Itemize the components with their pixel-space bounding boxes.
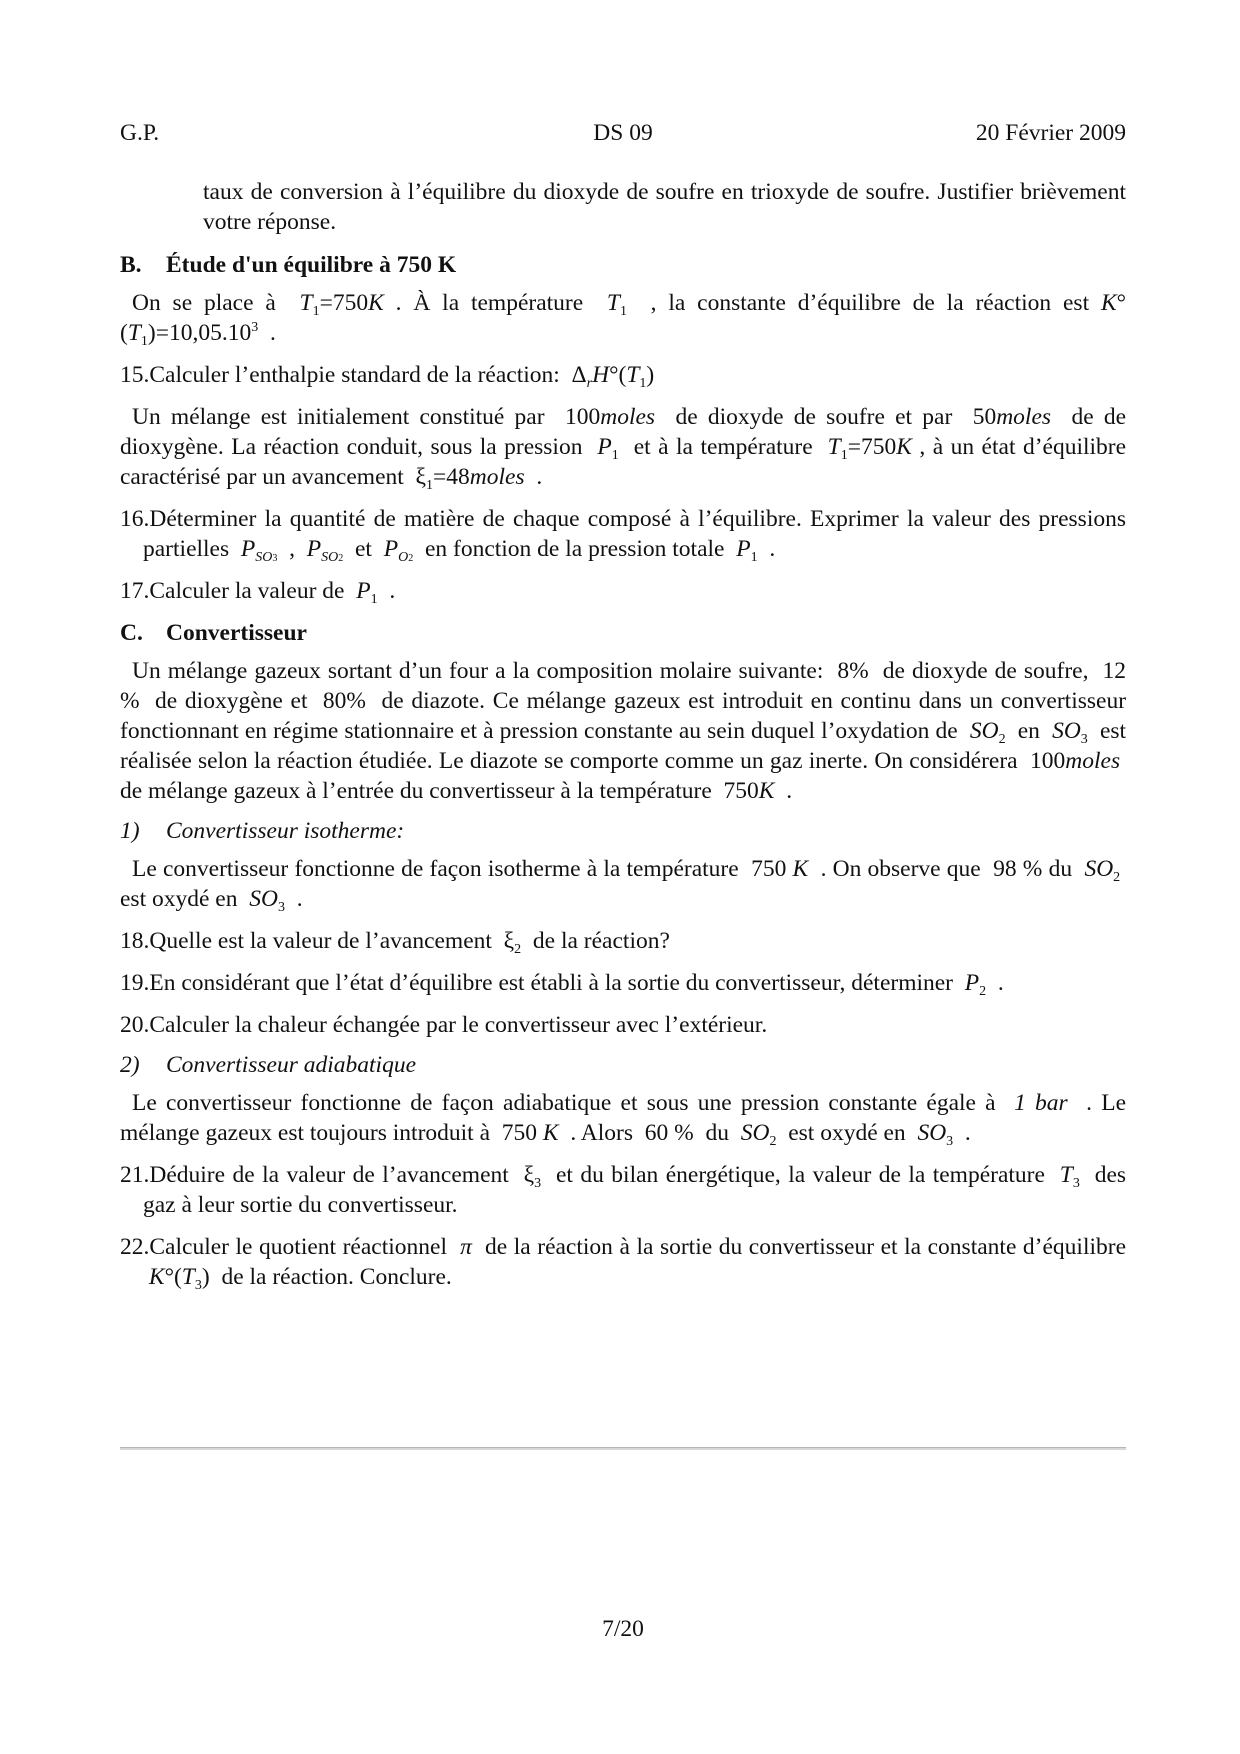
adiabatic-paragraph: Le convertisseur fonctionne de façon adiabatique et sous une pression constante égale à 1 bar . Le mélange gazeux est toujours introduit à 750 K . Alors 60 % du $SO_2$ est oxydé en $SO_3$ . xyxy=(120,1090,1127,1149)
page-header xyxy=(120,118,1126,148)
header-date: 20 Février 2009 xyxy=(975,120,1126,146)
question-15: 15.Calculer l’enthalpie standard de la réaction: $\Delta_rH^\circ(T_1)$ xyxy=(120,362,655,391)
question-21: 21.Déduire de la valeur de l’avancement $\xi_3$ et du bilan énergétique, la valeur de la température $T_3$ des gaz à leur sortie du convertisseur. xyxy=(120,1162,1127,1218)
header-title: DS 09 xyxy=(593,120,653,146)
question-continuation: taux de conversion à l’équilibre du dioxyde de soufre en trioxyde de soufre. Justifier brièvement votre réponse. xyxy=(203,179,1126,235)
section-c-paragraph: Un mélange gazeux sortant d’un four a la composition molaire suivante: 8% de dioxyde de soufre, 12 % de dioxygène et 80% de diazote. Ce mélange gazeux est introduit en continu dans un convertisseur fonctionnant en régime stationnaire et à pression constante au sein duquel l’oxydation de $SO_2$ en $SO_3$ est réalisée selon la réaction étudiée. Le diazote se comporte comme un gaz inerte. On considérera 100moles de mélange gazeux à l’entrée du convertisseur à la température 750K . xyxy=(120,658,1127,804)
header-author: G.P. xyxy=(120,120,160,146)
document-page xyxy=(120,0,1126,1754)
section-c-heading: C. Convertisseur xyxy=(120,620,307,646)
page-content xyxy=(120,177,1126,1292)
subsection-1-heading: 1) Convertisseur isotherme: xyxy=(120,818,405,844)
question-20: 20.Calculer la chaleur échangée par le convertisseur avec l’extérieur. xyxy=(120,1012,768,1038)
section-b-paragraph-2: Un mélange est initialement constitué par 100moles de dioxyde de soufre et par 50moles de de dioxygène. La réaction conduit, sous la pression $P_1$ et à la température $T_1=750K$ , à un état d’équilibre caractérisé par un avancement $\xi_1=48moles$ . xyxy=(120,404,1127,493)
question-18: 18.Quelle est la valeur de l’avancement $\xi_2$ de la réaction? xyxy=(120,928,670,957)
bottom-divider xyxy=(120,1447,1126,1450)
isotherm-paragraph: Le convertisseur fonctionne de façon isotherme à la température 750 K . On observe que 98 % du $SO_2$ est oxydé en $SO_3$ . xyxy=(120,856,1121,915)
question-19: 19.En considérant que l’état d’équilibre est établi à la sortie du convertisseur, déterminer $P_2$ . xyxy=(120,970,1004,999)
question-16: 16.Déterminer la quantité de matière de chaque composé à l’équilibre. Exprimer la valeur des pressions partielles $P_{SO3}$ , $P_{SO2}$ et $P_{O2}$ en fonction de la pression totale $P_1$ . xyxy=(120,506,1126,565)
question-17: 17.Calculer la valeur de $P_1$ . xyxy=(120,578,396,607)
question-22: 22.Calculer le quotient réactionnel π de la réaction à la sortie du convertisseur et la constante d’équilibre $K^\circ(T_3)$ de la réaction. Conclure. xyxy=(120,1234,1127,1293)
subsection-2-heading: 2) Convertisseur adiabatique xyxy=(120,1052,416,1078)
page-number: 7/20 xyxy=(602,1616,644,1642)
section-b-paragraph-1: On se place à $T_1=750K$ . À la température $T_1$ , la constante d’équilibre de la réaction est $K^\circ(T_1)=10,05.10^3$ . xyxy=(120,290,1127,349)
section-b-heading: B. Étude d'un équilibre à 750 K xyxy=(120,252,457,278)
